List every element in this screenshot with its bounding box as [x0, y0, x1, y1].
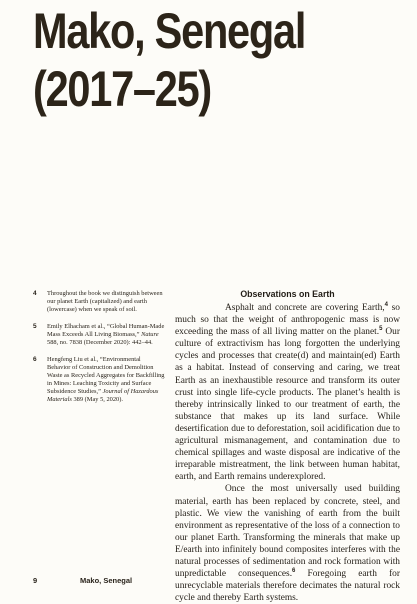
- footnote-ref: 5: [379, 326, 383, 333]
- paragraph-text: Once the most universally used building material, earth has been replaced by concrete, steel, and plastic. We view the vanishing of earth from the built environment as representative of the loss of a connection to our planet Earth. Transforming the minerals that make up E/earth into infinitely bound composites interferes with the natural processes of sedimentation and rock formation with unpredictable consequences.: [175, 484, 400, 580]
- paragraph-2: [175, 483, 400, 604]
- page-title: [33, 2, 348, 118]
- footnote-text: Emily Elhacham et al., “Global Human-Made Mass Exceeds All Living Biomass,”: [47, 323, 165, 338]
- footnote-number: 4: [33, 290, 37, 297]
- page-footer: [33, 576, 132, 585]
- title-line-1: Mako, Senegal: [33, 3, 306, 59]
- title-line-2: (2017–25): [33, 61, 212, 117]
- paragraph-text: so much so that the weight of anthropogenic mass is now exceeding the mass of all living matter on the planet.: [175, 303, 400, 338]
- page-number: 9: [33, 576, 38, 585]
- footnote-tail: 588, no. 7838 (December 2020): 442–44.: [47, 339, 153, 346]
- footnote-text: Throughout the book we distinguish between our planet Earth (capitalized) and earth (lowercase) when we speak of soil.: [47, 290, 163, 313]
- paragraph-1: [175, 302, 400, 483]
- footnote-text: Hengfeng Liu et al., “Environmental Behavior of Construction and Demolition Waste as Recycled Aggregates for Backfilling in Mines: Leaching Toxicity and Surface Subsidence Studies,”: [47, 356, 165, 395]
- footnote-number: 6: [33, 356, 37, 363]
- footnote-tail: 389 (May 5, 2020).: [71, 396, 123, 403]
- footnote-4: [33, 290, 165, 314]
- footnote-6: [33, 356, 165, 404]
- footnote-ref: 6: [292, 567, 296, 574]
- footnotes-column: [33, 290, 165, 413]
- main-text: [175, 288, 400, 604]
- running-title: Mako, Senegal: [80, 576, 133, 585]
- section-heading: Observations on Earth: [240, 289, 335, 299]
- footnote-journal: Nature: [141, 331, 159, 338]
- footnote-number: 5: [33, 323, 37, 330]
- paragraph-text: Foregoing earth for unrecyclable materials therefore decimates the natural rock cycle and thereby Earth systems.: [175, 569, 400, 604]
- footnote-journal: Journal of Hazardous Materials: [47, 388, 159, 403]
- footnote-5: [33, 323, 165, 347]
- paragraph-text: Asphalt and concrete are covering Earth,: [225, 303, 385, 313]
- paragraph-text: Our culture of extractivism has long forgotten the underlying cycles and processes that create(d) and maintain(ed) Earth as a habitat. Instead of conserving and caring, we treat Earth as an inexhaustible resource and transform its outer crust into single life-cycle products. The planet’s health is thereby intrinsically linked to our treatment of earth, the substance that makes up its land surface. While desertification due to deforestation, soil acidification due to agricultural mismanagement, and contamination due to chemical spillages and waste disposal are indicative of the irreparable mistreatment, the link between human habitat, earth, and Earth remains underexplored.: [175, 327, 400, 483]
- footnote-ref: 4: [384, 301, 388, 308]
